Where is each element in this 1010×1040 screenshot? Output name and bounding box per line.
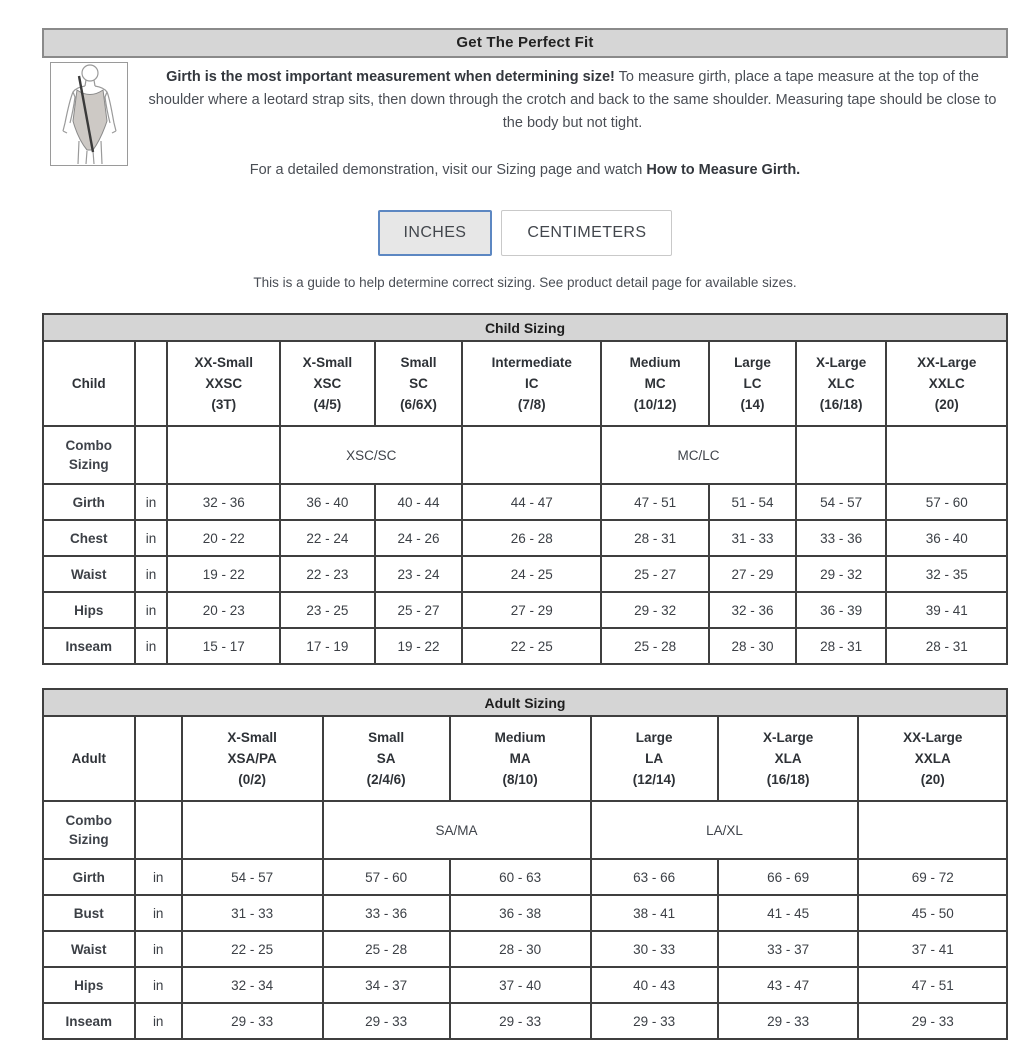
size-range-cell: 45 - 50 (858, 895, 1007, 931)
size-range-cell: 20 - 22 (167, 520, 280, 556)
measurement-unit: in (135, 484, 168, 520)
size-range-cell: 47 - 51 (601, 484, 709, 520)
size-range-cell: 17 - 19 (280, 628, 374, 664)
leotard-figure-icon (51, 63, 127, 165)
size-range-cell: 25 - 28 (323, 931, 450, 967)
size-range-cell: 43 - 47 (718, 967, 859, 1003)
size-range-cell: 29 - 32 (796, 556, 887, 592)
size-range-cell: 27 - 29 (462, 592, 601, 628)
child-sizing-table (42, 313, 1008, 665)
inches-button[interactable]: INCHES (378, 210, 493, 256)
girth-intro-text (137, 60, 1008, 135)
measurement-row-label: Bust (43, 895, 135, 931)
size-range-cell: 29 - 33 (718, 1003, 859, 1039)
size-column-header: Medium MA (8/10) (450, 716, 591, 801)
measurement-unit: in (135, 592, 168, 628)
combo-unit-cell (135, 801, 182, 859)
combo-size-cell: MC/LC (601, 426, 796, 484)
size-range-cell: 22 - 25 (182, 931, 323, 967)
size-range-cell: 40 - 44 (375, 484, 463, 520)
size-range-cell: 41 - 45 (718, 895, 859, 931)
table-title-bar: Adult Sizing (43, 689, 1007, 716)
combo-sizing-label: Combo Sizing (43, 426, 135, 484)
measurement-row-label: Hips (43, 967, 135, 1003)
unit-column-header (135, 716, 182, 801)
unit-column-header (135, 341, 168, 426)
size-range-cell: 29 - 33 (450, 1003, 591, 1039)
measurement-row-label: Waist (43, 931, 135, 967)
page-title-text: Get The Perfect Fit (456, 34, 594, 51)
size-column-header: Large LC (14) (709, 341, 796, 426)
combo-size-cell: SA/MA (323, 801, 591, 859)
measurement-unit: in (135, 556, 168, 592)
measurement-row-label: Inseam (43, 628, 135, 664)
size-range-cell: 28 - 31 (796, 628, 887, 664)
size-range-cell: 54 - 57 (182, 859, 323, 895)
girth-intro-section (42, 60, 1008, 156)
unit-toggle (42, 209, 1008, 257)
size-column-header: X-Large XLC (16/18) (796, 341, 887, 426)
size-column-header: Intermediate IC (7/8) (462, 341, 601, 426)
size-range-cell: 31 - 33 (709, 520, 796, 556)
combo-empty-cell (886, 426, 1007, 484)
size-column-header: Large LA (12/14) (591, 716, 718, 801)
girth-measurement-illustration (50, 62, 128, 166)
size-range-cell: 29 - 33 (182, 1003, 323, 1039)
size-range-cell: 24 - 25 (462, 556, 601, 592)
measurement-row-label: Girth (43, 859, 135, 895)
size-range-cell: 20 - 23 (167, 592, 280, 628)
size-range-cell: 33 - 36 (796, 520, 887, 556)
size-range-cell: 19 - 22 (375, 628, 463, 664)
demo-line-bold: How to Measure Girth. (646, 162, 801, 178)
size-range-cell: 15 - 17 (167, 628, 280, 664)
measurement-unit: in (135, 628, 168, 664)
size-range-cell: 37 - 40 (450, 967, 591, 1003)
measurement-row-label: Girth (43, 484, 135, 520)
page-title (42, 28, 1008, 58)
size-range-cell: 54 - 57 (796, 484, 887, 520)
size-range-cell: 30 - 33 (591, 931, 718, 967)
size-range-cell: 32 - 36 (167, 484, 280, 520)
size-range-cell: 29 - 32 (601, 592, 709, 628)
size-column-header: Small SC (6/6X) (375, 341, 463, 426)
measurement-row-label: Waist (43, 556, 135, 592)
measurement-unit: in (135, 931, 182, 967)
size-range-cell: 33 - 37 (718, 931, 859, 967)
size-range-cell: 40 - 43 (591, 967, 718, 1003)
size-range-cell: 32 - 36 (709, 592, 796, 628)
size-column-header: XX-Large XXLA (20) (858, 716, 1007, 801)
size-range-cell: 28 - 30 (709, 628, 796, 664)
size-range-cell: 34 - 37 (323, 967, 450, 1003)
size-range-cell: 28 - 30 (450, 931, 591, 967)
size-range-cell: 26 - 28 (462, 520, 601, 556)
size-column-header: X-Small XSC (4/5) (280, 341, 374, 426)
size-range-cell: 31 - 33 (182, 895, 323, 931)
combo-empty-cell (182, 801, 323, 859)
measurement-unit: in (135, 1003, 182, 1039)
size-range-cell: 60 - 63 (450, 859, 591, 895)
size-range-cell: 29 - 33 (591, 1003, 718, 1039)
combo-empty-cell (858, 801, 1007, 859)
size-range-cell: 69 - 72 (858, 859, 1007, 895)
size-range-cell: 51 - 54 (709, 484, 796, 520)
size-range-cell: 39 - 41 (886, 592, 1007, 628)
size-range-cell: 36 - 40 (280, 484, 374, 520)
adult-sizing-table (42, 688, 1008, 1040)
size-range-cell: 63 - 66 (591, 859, 718, 895)
size-chart-page (42, 28, 1008, 1040)
size-column-header: XX-Large XXLC (20) (886, 341, 1007, 426)
measurement-unit: in (135, 895, 182, 931)
size-range-cell: 32 - 34 (182, 967, 323, 1003)
table-row-group-label: Adult (43, 716, 135, 801)
size-range-cell: 25 - 28 (601, 628, 709, 664)
size-range-cell: 29 - 33 (323, 1003, 450, 1039)
centimeters-button[interactable]: CENTIMETERS (501, 210, 672, 256)
combo-sizing-label: Combo Sizing (43, 801, 135, 859)
size-range-cell: 19 - 22 (167, 556, 280, 592)
measurement-row-label: Hips (43, 592, 135, 628)
size-range-cell: 22 - 25 (462, 628, 601, 664)
combo-unit-cell (135, 426, 168, 484)
combo-size-cell: XSC/SC (280, 426, 462, 484)
size-range-cell: 25 - 27 (601, 556, 709, 592)
size-range-cell: 28 - 31 (886, 628, 1007, 664)
measurement-unit: in (135, 859, 182, 895)
size-column-header: X-Small XSA/PA (0/2) (182, 716, 323, 801)
combo-empty-cell (167, 426, 280, 484)
size-range-cell: 36 - 39 (796, 592, 887, 628)
sizing-guide-note: This is a guide to help determine correct sizing. See product detail page for available sizes. (253, 275, 797, 290)
size-column-header: XX-Small XXSC (3T) (167, 341, 280, 426)
demo-line (42, 160, 1008, 180)
size-range-cell: 23 - 24 (375, 556, 463, 592)
size-range-cell: 25 - 27 (375, 592, 463, 628)
size-range-cell: 44 - 47 (462, 484, 601, 520)
size-range-cell: 23 - 25 (280, 592, 374, 628)
size-range-cell: 47 - 51 (858, 967, 1007, 1003)
size-range-cell: 28 - 31 (601, 520, 709, 556)
girth-intro-body: To measure girth, place a tape measure at the top of the shoulder where a leotard strap sits, then down through the crotch and back to the same shoulder. Measuring tape should be close to the body but not tight. (148, 69, 997, 131)
measurement-unit: in (135, 967, 182, 1003)
combo-empty-cell (462, 426, 601, 484)
measurement-unit: in (135, 520, 168, 556)
size-range-cell: 37 - 41 (858, 931, 1007, 967)
size-range-cell: 36 - 38 (450, 895, 591, 931)
size-range-cell: 22 - 24 (280, 520, 374, 556)
measurement-row-label: Chest (43, 520, 135, 556)
table-row-group-label: Child (43, 341, 135, 426)
size-range-cell: 33 - 36 (323, 895, 450, 931)
combo-empty-cell (796, 426, 887, 484)
girth-intro-lead: Girth is the most important measurement when determining size! (166, 69, 615, 85)
combo-size-cell: LA/XL (591, 801, 859, 859)
size-range-cell: 27 - 29 (709, 556, 796, 592)
size-range-cell: 29 - 33 (858, 1003, 1007, 1039)
size-column-header: Medium MC (10/12) (601, 341, 709, 426)
size-range-cell: 66 - 69 (718, 859, 859, 895)
size-range-cell: 32 - 35 (886, 556, 1007, 592)
table-title-bar: Child Sizing (43, 314, 1007, 341)
size-range-cell: 57 - 60 (886, 484, 1007, 520)
size-range-cell: 24 - 26 (375, 520, 463, 556)
size-range-cell: 57 - 60 (323, 859, 450, 895)
measurement-row-label: Inseam (43, 1003, 135, 1039)
demo-line-text: For a detailed demonstration, visit our Sizing page and watch (249, 162, 647, 178)
size-range-cell: 36 - 40 (886, 520, 1007, 556)
size-column-header: X-Large XLA (16/18) (718, 716, 859, 801)
size-range-cell: 22 - 23 (280, 556, 374, 592)
size-column-header: Small SA (2/4/6) (323, 716, 450, 801)
size-range-cell: 38 - 41 (591, 895, 718, 931)
